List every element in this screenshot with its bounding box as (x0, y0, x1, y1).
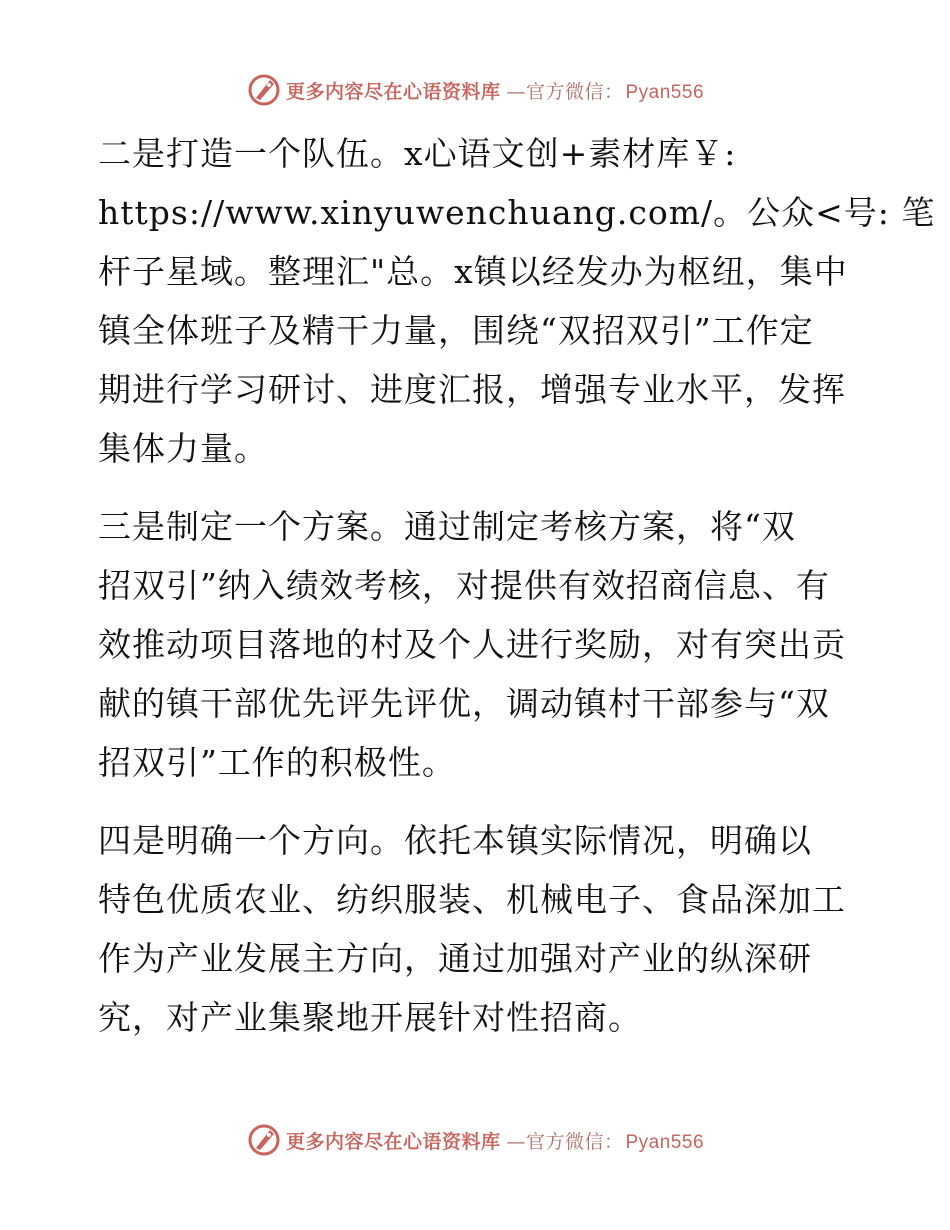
text-line: 招双引”纳入绩效考核，对提供有效招商信息、有 (98, 566, 830, 605)
text-line: 效推动项目落地的村及个人进行奖励，对有突出贡 (98, 625, 846, 664)
text-line: 作为产业发展主方向，通过加强对产业的纵深研 (98, 939, 812, 978)
header-banner-title: 更多内容尽在心语资料库 (285, 80, 501, 103)
text-line: https://www.xinyuwenchuang.com/。公众<号: 笔 (98, 193, 936, 232)
header-wechat-id: Pyan556 (625, 81, 705, 103)
text-line: 镇全体班子及精干力量，围绕“双招双引”工作定 (98, 311, 814, 350)
footer-banner-text (286, 1127, 704, 1154)
pen-nib-logo-icon (246, 1122, 282, 1158)
text-line: 献的镇干部优先评先评优，调动镇村干部参与“双 (98, 684, 830, 723)
footer-banner (0, 1120, 950, 1160)
text-line: 四是明确一个方向。依托本镇实际情况，明确以 (98, 821, 812, 860)
paragraph-plan (98, 497, 858, 792)
text-line: 杆子星域。整理汇"总。x镇以经发办为枢纽，集中 (98, 252, 848, 291)
text-line: 期进行学习研讨、进度汇报，增强专业水平，发挥 (98, 370, 846, 409)
paragraph-direction (98, 811, 858, 1047)
text-line: 二是打造一个队伍。x心语文创+素材库￥: (98, 134, 737, 173)
text-line: 究，对产业集聚地开展针对性招商。 (98, 998, 642, 1037)
text-line: 集体力量。 (98, 429, 268, 468)
text-line: 三是制定一个方案。通过制定考核方案，将“双 (98, 507, 796, 546)
text-line: 特色优质农业、纺织服装、机械电子、食品深加工 (98, 880, 846, 919)
header-banner-separator: —官方微信： (506, 80, 624, 103)
footer-banner-title: 更多内容尽在心语资料库 (285, 1130, 501, 1153)
text-line: 招双引”工作的积极性。 (98, 743, 456, 782)
pen-nib-logo-icon (246, 72, 282, 108)
header-banner-text (286, 77, 704, 104)
paragraph-team (98, 124, 936, 478)
header-banner (0, 70, 950, 110)
footer-banner-separator: —官方微信： (506, 1130, 624, 1153)
footer-wechat-id: Pyan556 (625, 1131, 705, 1153)
document-body (98, 124, 936, 1066)
